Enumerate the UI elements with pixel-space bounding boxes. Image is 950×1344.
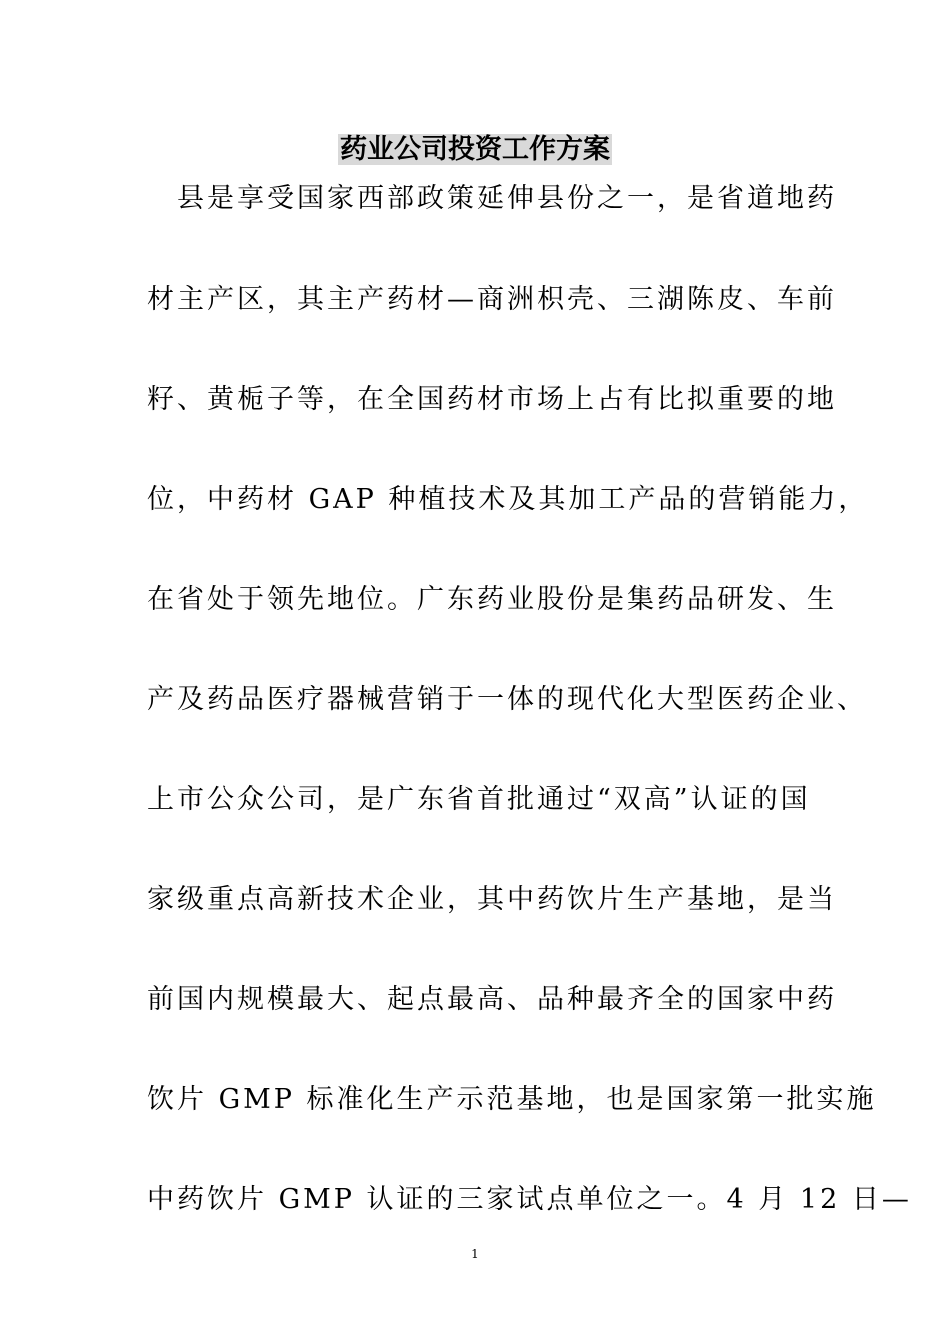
body-line: 在省处于领先地位。广东药业股份是集药品研发、生: [147, 584, 837, 615]
body-line: 产及药品医疗器械营销于一体的现代化大型医药企业、: [147, 684, 867, 715]
page-number: 1: [471, 1247, 479, 1261]
body-line: 籽、黄栀子等，在全国药材市场上占有比拟重要的地: [147, 384, 837, 415]
title-text: 药业公司投资工作方案: [340, 134, 610, 165]
body-line: 前国内规模最大、起点最高、品种最齐全的国家中药: [147, 984, 837, 1015]
body-line: 县是享受国家西部政策延伸县份之一，是省道地药: [147, 183, 837, 214]
body-line: 家级重点高新技术企业，其中药饮片生产基地，是当: [147, 884, 837, 915]
body-line: 饮片 GMP 标准化生产示范基地，也是国家第一批实施: [147, 1084, 877, 1115]
body-line: 位，中药材 GAP 种植技术及其加工产品的营销能力，: [147, 484, 869, 515]
document-title: [0, 130, 950, 170]
body-line: 中药饮片 GMP 认证的三家试点单位之一。4 月 12 日—: [147, 1184, 912, 1215]
body-line: 上市公众公司，是广东省首批通过“双高”认证的国: [147, 784, 811, 815]
body-line: 材主产区，其主产药材—商洲枳壳、三湖陈皮、车前: [147, 284, 837, 315]
